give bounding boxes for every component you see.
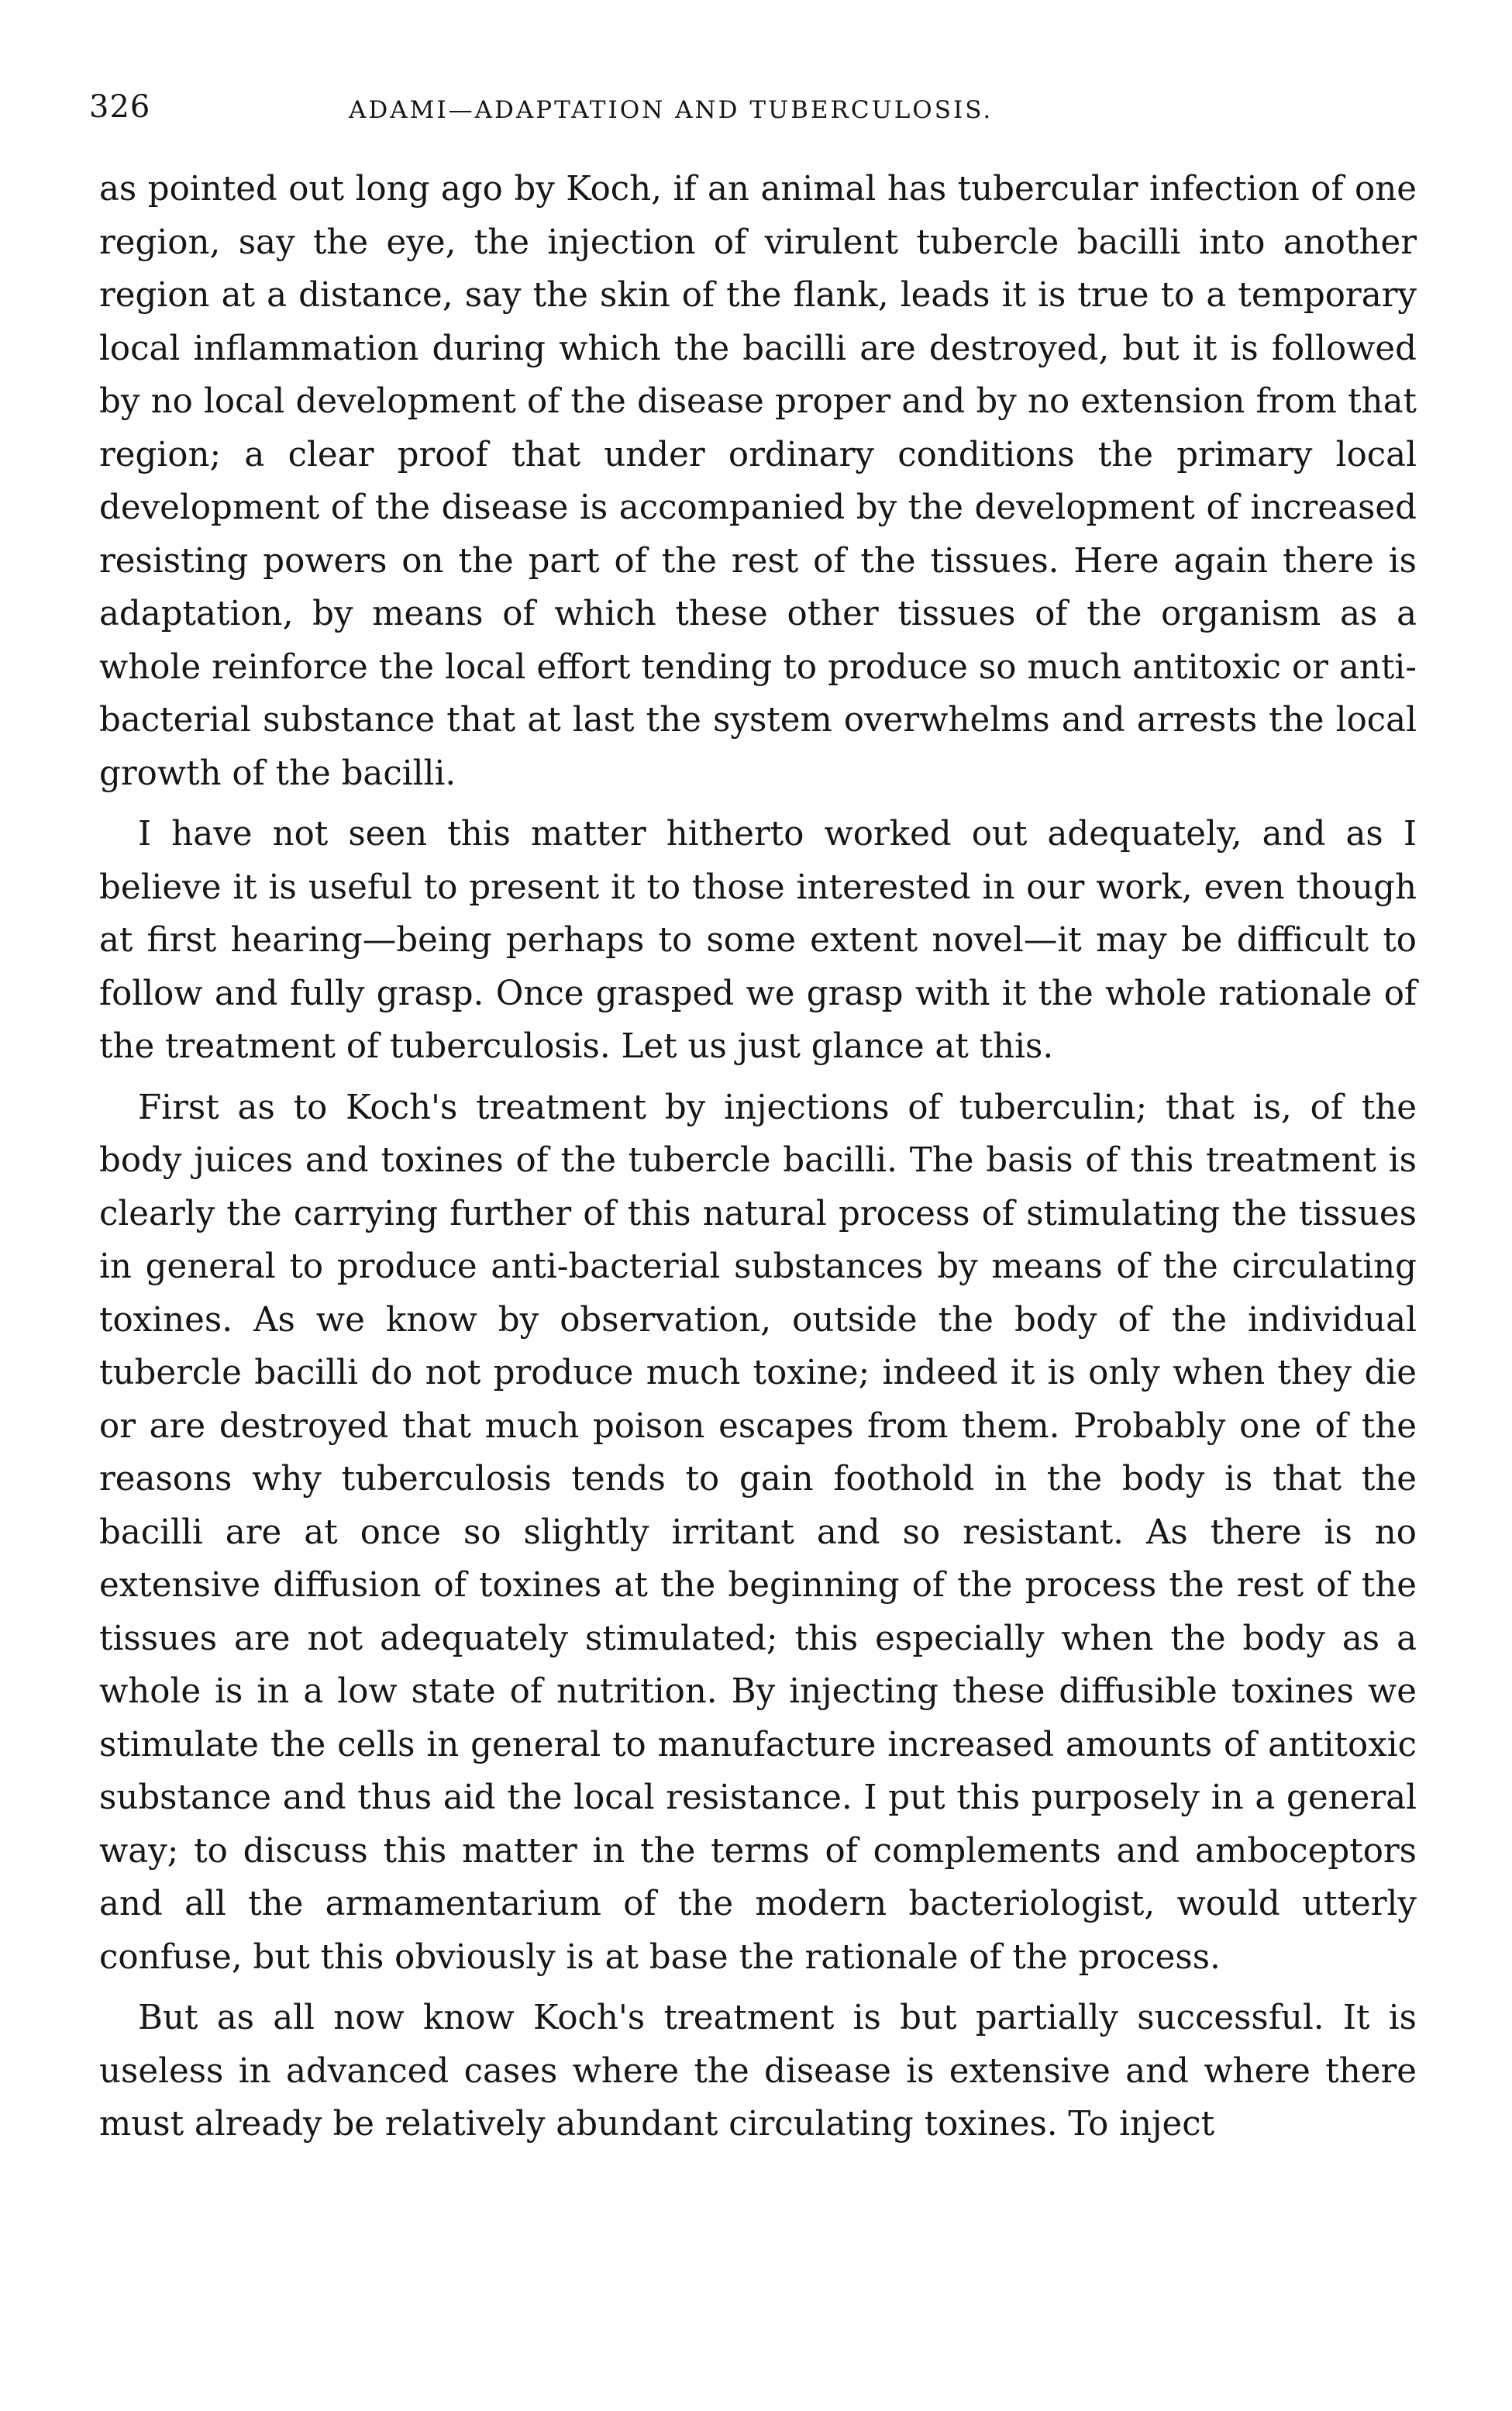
paragraph-continued: as pointed out long ago by Koch, if an animal has tubercular infection of one region, say the eye, the injection of virulent tubercle bacilli into another region at a distance, say the skin of the flank, leads it is true to a temporary local inflammation during which the bacilli are destroyed, but it is followed by no local development of the disease proper and by no extension from that region; a clear proof that under ordinary conditions the primary local development of the disease is accompanied by the development of increased resisting powers on the part of the rest of the tissues. Here again there is adaptation, by means of which these other tissues of the organism as a whole reinforce the local effort tending to produce so much antitoxic or anti-bacterial substance that at last the system overwhelms and arrests the local growth of the bacilli. [99, 170, 1417, 793]
running-head [89, 84, 1422, 130]
paragraph: But as all now know Koch's treatment is but partially successful. It is useless in advanced cases where the disease is extensive and where there must already be relatively abundant circulating toxines. To inject [99, 1999, 1417, 2144]
paragraph: First as to Koch's treatment by injections of tuberculin; that is, of the body juices and toxines of the tubercle bacilli. The basis of this treatment is clearly the carrying further of this natural process of stimulating the tissues in general to produce anti-bacterial substances by means of the circulating toxines. As we know by observation, outside the body of the individual tubercle bacilli do not produce much toxine; indeed it is only when they die or are destroyed that much poison escapes from them. Probably one of the reasons why tuberculosis tends to gain foothold in the body is that the bacilli are at once so slightly irritant and so resistant. As there is no extensive diffusion of toxines at the beginning of the process the rest of the tissues are not adequately stimulated; this especially when the body as a whole is in a low state of nutrition. By injecting these diffusible toxines we stimulate the cells in general to manufacture increased amounts of antitoxic substance and thus aid the local resistance. I put this purposely in a general way; to discuss this matter in the terms of complements and amboceptors and all the armamentarium of the modern bacteriologist, would utterly confuse, but this obviously is at base the rationale of the process. [99, 1088, 1417, 1977]
page-number: 326 [89, 89, 151, 125]
paragraph: I have not seen this matter hitherto worked out adequately, and as I believe it is useful to present it to those interested in our work, even though at first hearing—being perhaps to some extent novel—it may be difficult to follow and fully grasp. Once grasped we grasp with it the whole rationale of the treatment of tuberculosis. Let us just glance at this. [99, 815, 1417, 1066]
running-title: ADAMI—ADAPTATION AND TUBERCULOSIS. [349, 96, 994, 124]
body-text [99, 163, 1417, 2151]
